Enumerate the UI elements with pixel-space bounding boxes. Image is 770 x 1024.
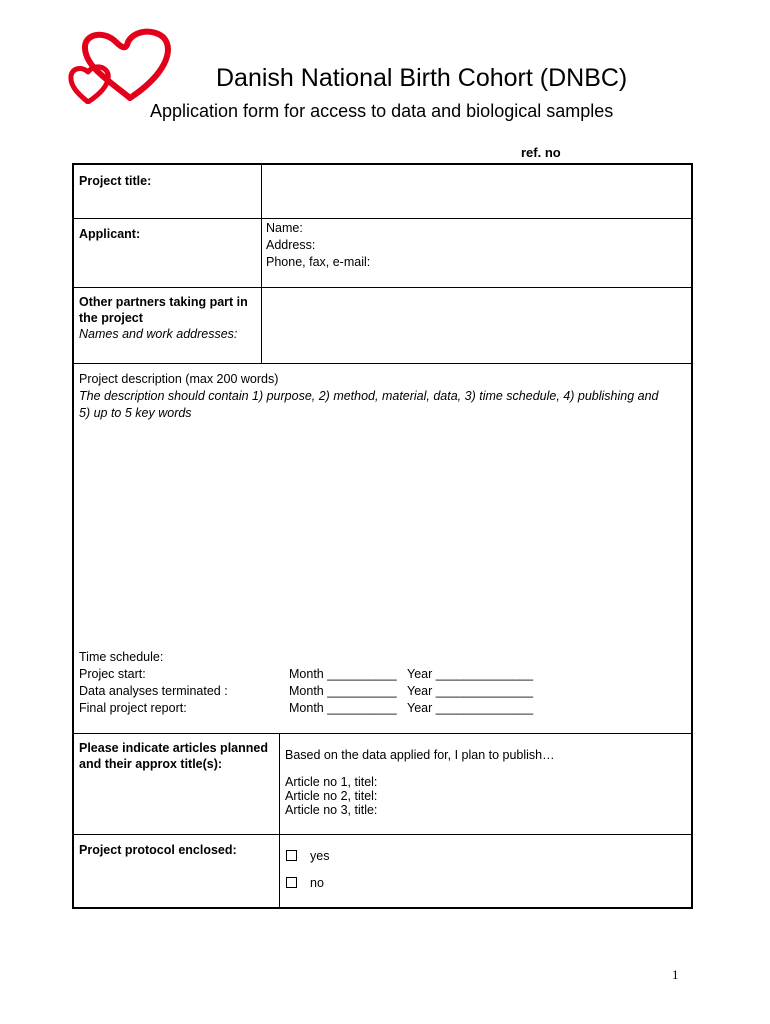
table-left-border [72, 163, 74, 909]
schedule-analyses-year[interactable]: Year ______________ [407, 684, 534, 698]
schedule-report-label: Final project report: [79, 701, 187, 715]
article-3-title[interactable]: Article no 3, title: [285, 803, 378, 817]
partners-hint: Names and work addresses: [79, 327, 238, 341]
description-heading: Project description (max 200 words) [79, 372, 279, 386]
description-hint: The description should contain 1) purpose, 2) method, material, data, 3) time schedule, 4) publishing and [79, 389, 659, 403]
article-1-title[interactable]: Article no 1, titel: [285, 775, 378, 789]
articles-intro: Based on the data applied for, I plan to publish… [285, 748, 555, 762]
row-divider [72, 218, 693, 219]
dnbc-hearts-logo [68, 28, 174, 104]
row-divider [72, 287, 693, 288]
article-2-title[interactable]: Article no 2, titel: [285, 789, 378, 803]
form-subtitle: Application form for access to data and biological samples [150, 101, 614, 121]
ref-no-label: ref. no [521, 145, 561, 160]
schedule-start-month[interactable]: Month __________ [289, 667, 397, 681]
row-divider [72, 363, 693, 364]
protocol-yes-label: yes [310, 849, 330, 863]
table-bottom-border [72, 907, 693, 909]
articles-label: Please indicate articles planned [79, 741, 268, 755]
partners-label: Other partners taking part in [79, 295, 248, 309]
schedule-start-label: Projec start: [79, 667, 146, 681]
articles-label-cont: and their approx title(s): [79, 757, 223, 771]
column-divider [279, 733, 280, 908]
project-title-field[interactable] [263, 165, 690, 217]
protocol-no-label: no [310, 876, 324, 890]
page-number: 1 [672, 967, 679, 982]
applicant-field[interactable] [263, 220, 690, 286]
schedule-analyses-label: Data analyses terminated : [79, 684, 228, 698]
table-right-border [691, 163, 693, 909]
schedule-analyses-month[interactable]: Month __________ [289, 684, 397, 698]
row-divider [72, 834, 693, 835]
partners-field[interactable] [263, 289, 690, 362]
protocol-yes-checkbox[interactable] [286, 850, 297, 861]
description-hint-cont: 5) up to 5 key words [79, 406, 192, 420]
protocol-no-checkbox[interactable] [286, 877, 297, 888]
schedule-report-month[interactable]: Month __________ [289, 701, 397, 715]
form-title: Danish National Birth Cohort (DNBC) [216, 64, 628, 92]
protocol-label: Project protocol enclosed: [79, 843, 237, 857]
column-divider [261, 163, 262, 363]
partners-label-cont: the project [79, 311, 143, 325]
schedule-report-year[interactable]: Year ______________ [407, 701, 534, 715]
applicant-label: Applicant: [79, 227, 141, 241]
schedule-heading: Time schedule: [79, 650, 164, 664]
schedule-start-year[interactable]: Year ______________ [407, 667, 534, 681]
applicant-contact-label: Phone, fax, e-mail: [266, 255, 371, 269]
description-field[interactable] [75, 425, 689, 645]
row-divider [72, 733, 693, 734]
applicant-address-label: Address: [266, 238, 316, 252]
applicant-name-label: Name: [266, 221, 303, 235]
project-title-label: Project title: [79, 174, 152, 188]
